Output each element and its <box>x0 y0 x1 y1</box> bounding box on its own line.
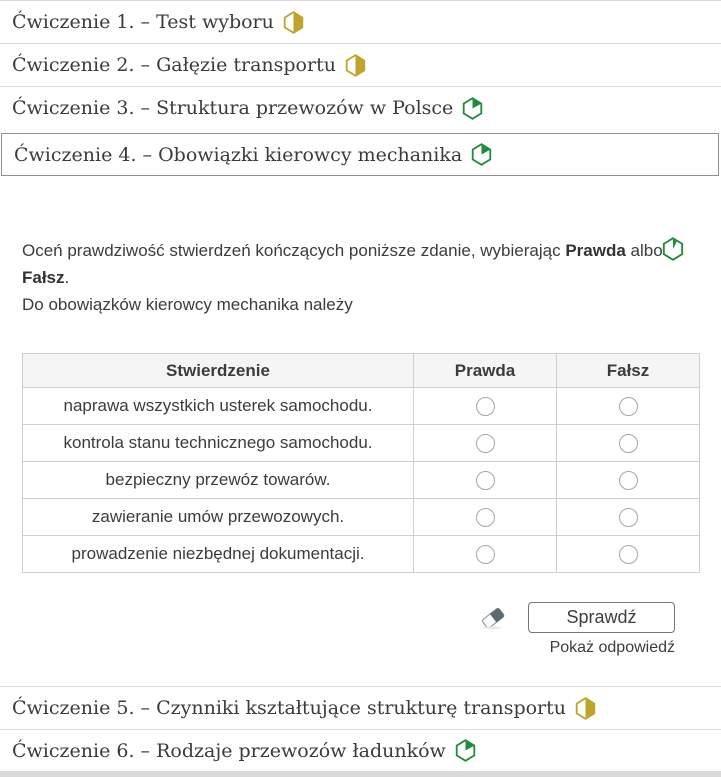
radio-false-row-4[interactable] <box>619 508 638 527</box>
radio-true-row-3[interactable] <box>476 471 495 490</box>
accordion-item-label: Ćwiczenie 3. – Struktura przewozów w Polsce <box>12 97 454 119</box>
table-row <box>23 462 700 499</box>
instruction-sentence: Do obowiązków kierowcy mechanika należy <box>22 295 353 314</box>
true-false-table <box>22 353 700 573</box>
statement-cell: kontrola stanu technicznego samochodu. <box>23 425 414 462</box>
instruction-text: Oceń prawdziwość stwierdzeń kończących poniższe zdanie, wybierając <box>22 241 566 260</box>
exercise-controls <box>22 602 699 633</box>
statement-cell: zawieranie umów przewozowych. <box>23 499 414 536</box>
statement-cell: naprawa wszystkich usterek samochodu. <box>23 388 414 425</box>
radio-true-row-5[interactable] <box>476 545 495 564</box>
radio-true-row-4[interactable] <box>476 508 495 527</box>
radio-false-row-5[interactable] <box>619 545 638 564</box>
accordion-item-label: Ćwiczenie 5. – Czynniki kształtujące strukturę transportu <box>12 697 566 719</box>
table-row <box>23 425 700 462</box>
accordion-item-exercise-5[interactable] <box>0 686 721 729</box>
radio-false-row-1[interactable] <box>619 397 638 416</box>
hexagon-progress-half-icon <box>345 54 366 77</box>
exercise-4-panel <box>0 176 721 657</box>
column-header-false: Fałsz <box>557 354 700 388</box>
accordion-item-exercise-1[interactable] <box>0 0 721 43</box>
show-answer-row <box>22 639 699 657</box>
statement-cell: bezpieczny przewóz towarów. <box>23 462 414 499</box>
accordion-item-label: Ćwiczenie 6. – Rodzaje przewozów ładunków <box>12 739 446 762</box>
exercise-instruction <box>22 237 699 318</box>
statement-cell: prowadzenie niezbędnej dokumentacji. <box>23 536 414 573</box>
hexagon-progress-half-icon <box>575 697 596 720</box>
accordion-item-label: Ćwiczenie 1. – Test wyboru <box>12 11 274 33</box>
radio-true-row-2[interactable] <box>476 434 495 453</box>
table-header-row <box>23 354 700 388</box>
instruction-text: albo <box>625 241 663 260</box>
column-header-true: Prawda <box>414 354 557 388</box>
accordion-item-exercise-2[interactable] <box>0 43 721 86</box>
column-header-statement: Stwierdzenie <box>23 354 414 388</box>
radio-false-row-2[interactable] <box>619 434 638 453</box>
instruction-bold-prawda: Prawda <box>565 241 626 260</box>
accordion-item-exercise-3[interactable] <box>0 86 721 129</box>
hexagon-progress-wedge-icon <box>455 739 476 762</box>
accordion-item-exercise-4[interactable] <box>1 133 719 176</box>
check-button[interactable]: Sprawdź <box>528 602 675 633</box>
accordion-item-exercise-6[interactable] <box>0 729 721 772</box>
table-row <box>23 499 700 536</box>
instruction-text: . <box>64 268 70 287</box>
instruction-bold-falsz: Fałsz <box>22 268 65 287</box>
hexagon-progress-half-icon <box>283 11 304 34</box>
table-row <box>23 536 700 573</box>
radio-true-row-1[interactable] <box>476 397 495 416</box>
radio-false-row-3[interactable] <box>619 471 638 490</box>
eraser-icon[interactable] <box>479 606 507 630</box>
bottom-divider-bar <box>0 771 721 777</box>
accordion-item-label: Ćwiczenie 2. – Gałęzie transportu <box>12 54 336 76</box>
hexagon-progress-wedge-icon <box>462 97 483 120</box>
hexagon-progress-wedge-icon <box>471 143 492 166</box>
accordion-item-label: Ćwiczenie 4. – Obowiązki kierowcy mechanika <box>14 143 463 166</box>
show-answer-link[interactable]: Pokaż odpowiedź <box>549 639 675 656</box>
table-row <box>23 388 700 425</box>
